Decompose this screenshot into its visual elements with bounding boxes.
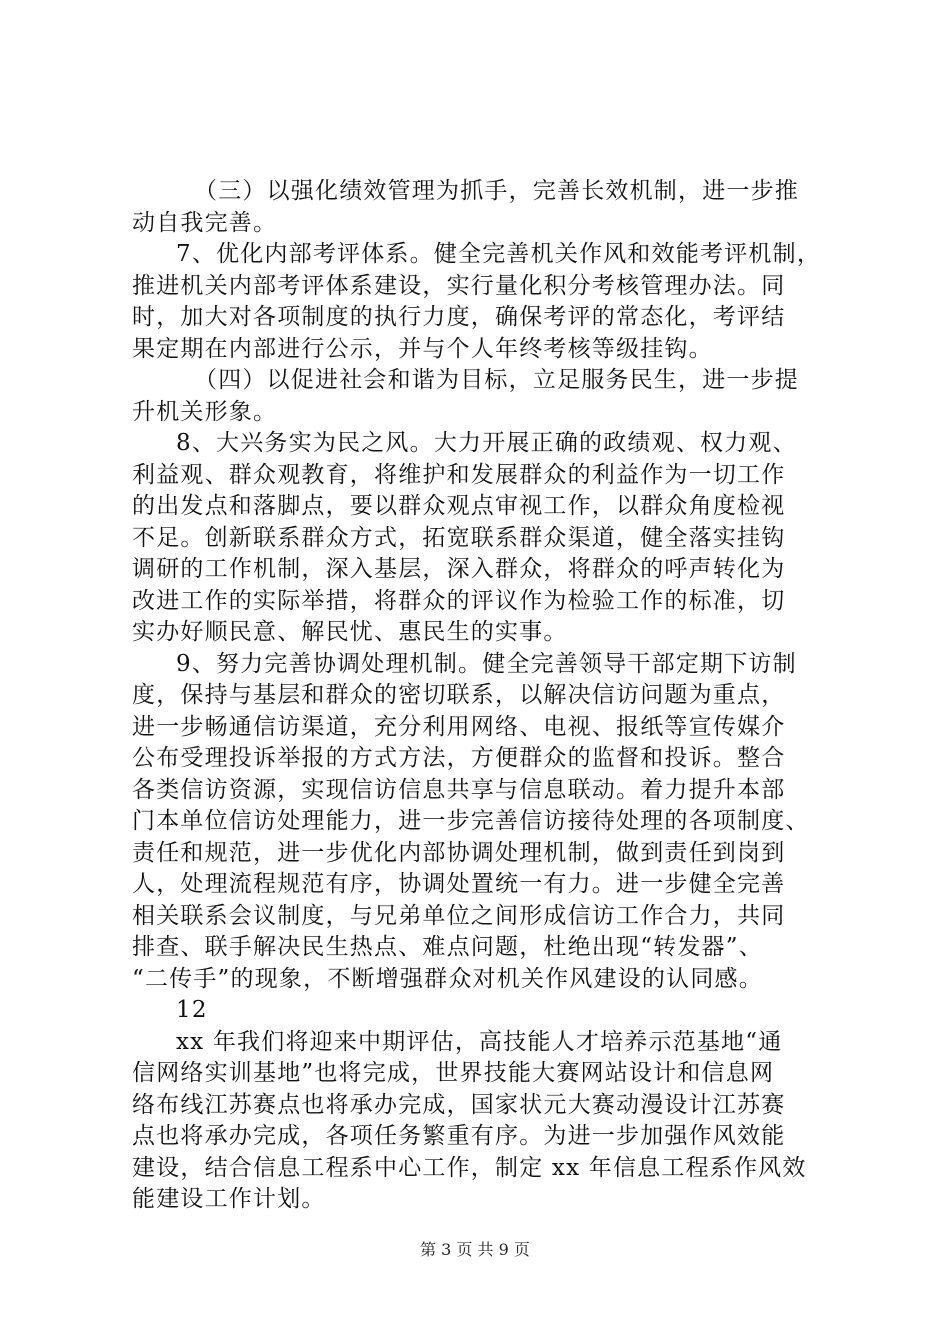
text-line: 调研的工作机制，深入基层，深入群众，将群众的呼声转化为 (132, 556, 786, 582)
text-line: 实办好顺民意、解民忧、惠民生的实事。 (132, 619, 568, 645)
text-line: 点也将承办完成，各项任务繁重有序。为进一步加强作风效能 (132, 1123, 786, 1149)
text-line: 建设，结合信息工程系中心工作，制定 xx 年信息工程系作风效 (132, 1154, 807, 1181)
text-line: 度，保持与基层和群众的密切联系，以解决信访问题为重点， (132, 682, 786, 708)
text-line: 改进工作的实际举措，将群众的评议作为检验工作的标准，切 (132, 587, 786, 614)
text-line: 人，处理流程规范有序，协调处置统一有力。进一步健全完善 (132, 871, 786, 897)
number-line: 12 (176, 997, 208, 1023)
section-heading-4: （四）以促进社会和谐为目标，立足服务民生，进一步提 (194, 367, 799, 393)
text-line: “二传手”的现象，不断增强群众对机关作风建设的认同感。 (132, 965, 763, 992)
document-body (132, 176, 832, 1216)
item-8-heading: 8、大兴务实为民之风。大力开展正确的政绩观、权力观、 (176, 430, 797, 456)
text-line: 公布受理投诉举报的方式方法，方便群众的监督和投诉。整合 (132, 745, 786, 771)
text-line: 利益观、群众观教育，将维护和发展群众的利益作为一切工作 (132, 461, 786, 488)
text-line: 升机关形象。 (132, 398, 278, 425)
text-line: 信网络实训基地”也将完成，世界技能大赛网站设计和信息网 (132, 1060, 775, 1086)
item-7-heading: 7、优化内部考评体系。健全完善机关作风和效能考评机制， (176, 241, 822, 267)
text-line: 时，加大对各项制度的执行力度，确保考评的常态化，考评结 (132, 304, 786, 330)
text-line: 推进机关内部考评体系建设，实行量化积分考核管理办法。同 (132, 272, 786, 299)
text-line: 各类信访资源，实现信访信息共享与信息联动。着力提升本部 (132, 776, 786, 803)
text-line: 络布线江苏赛点也将承办完成，国家状元大赛动漫设计江苏赛 (132, 1091, 786, 1118)
text-line: 不足。创新联系群众方式，拓宽联系群众渠道，健全落实挂钩 (132, 524, 786, 551)
page-number-footer: 第 3 页 共 9 页 (420, 1240, 530, 1259)
text-line: 能建设工作计划。 (132, 1186, 326, 1212)
section-heading-3: （三）以强化绩效管理为抓手，完善长效机制，进一步推 (194, 178, 799, 204)
text-line: 果定期在内部进行公示，并与个人年终考核等级挂钩。 (132, 335, 713, 362)
text-line: 的出发点和落脚点，要以群众观点审视工作，以群众角度检视 (132, 493, 786, 519)
text-line: 动自我完善。 (132, 209, 278, 236)
text-line: 相关联系会议制度，与兄弟单位之间形成信访工作合力，共同 (132, 902, 786, 929)
text-line: 进一步畅通信访渠道，充分利用网络、电视、报纸等宣传媒介 (132, 713, 786, 740)
plan-intro-line: xx 年我们将迎来中期评估，高技能人才培养示范基地“通 (176, 1028, 783, 1055)
text-line: 排查、联手解决民生热点、难点问题，杜绝出现“转发器”、 (132, 934, 763, 960)
item-9-heading: 9、努力完善协调处理机制。健全完善领导干部定期下访制 (176, 650, 797, 677)
text-line: 门本单位信访处理能力，进一步完善信访接待处理的各项制度、 (132, 808, 810, 834)
text-line: 责任和规范，进一步优化内部协调处理机制，做到责任到岗到 (132, 839, 786, 866)
